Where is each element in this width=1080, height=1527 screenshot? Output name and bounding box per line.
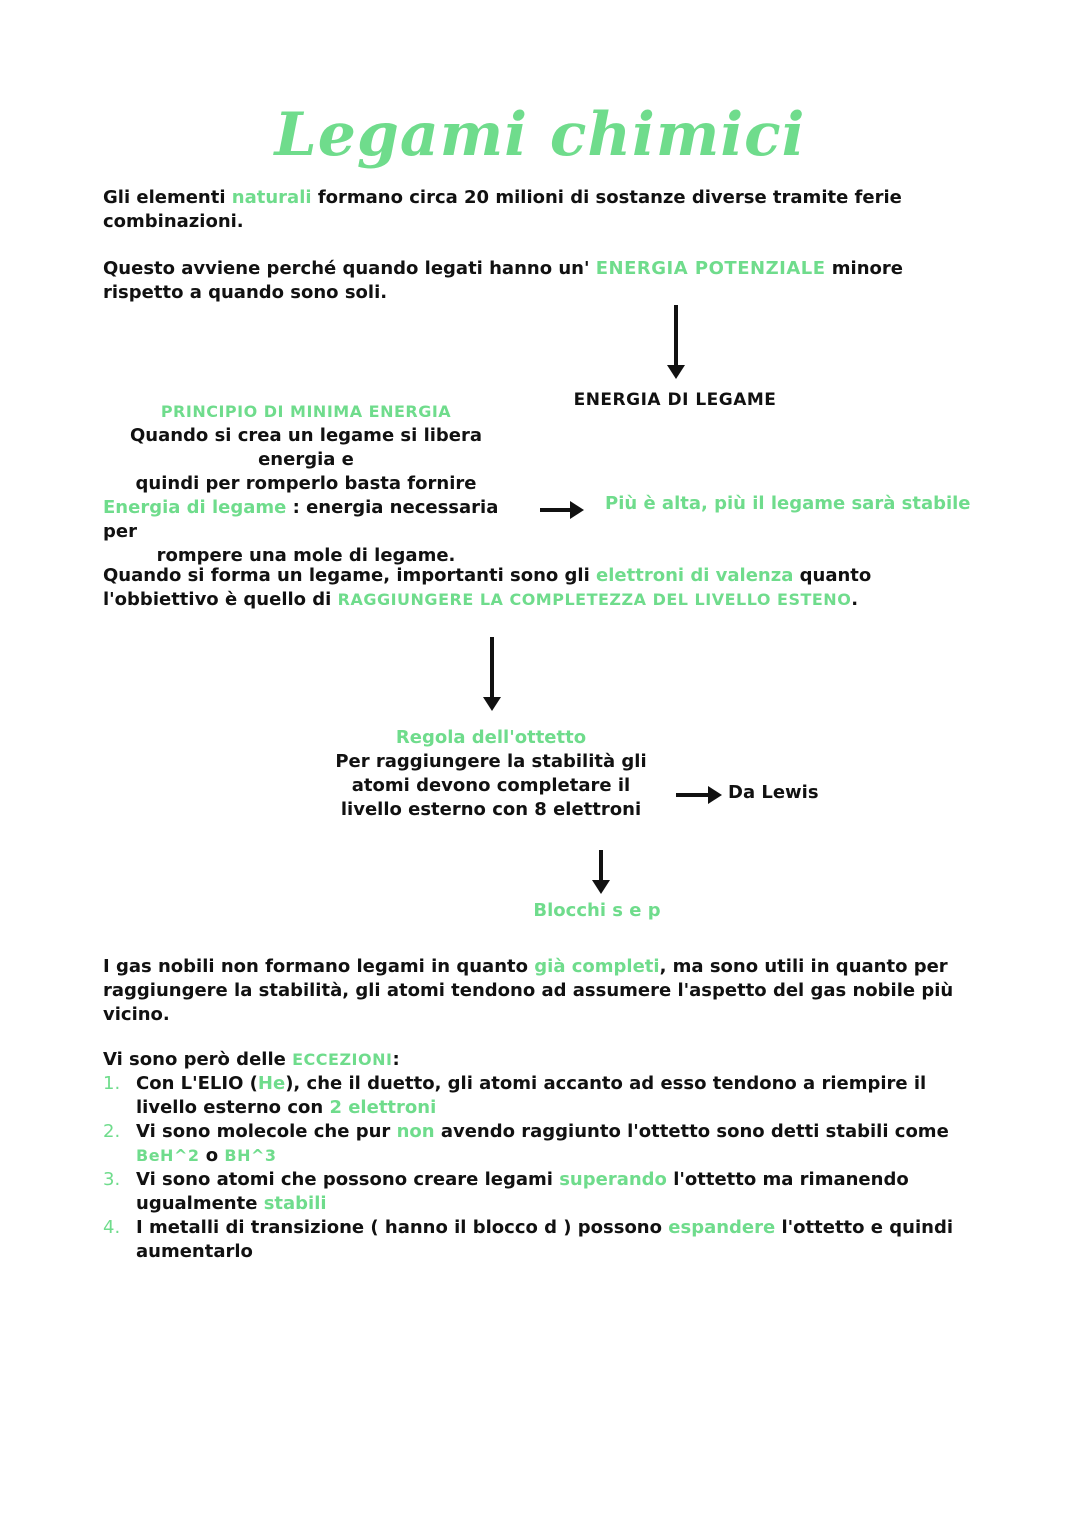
text: Vi sono molecole che pur (136, 1121, 397, 1142)
eccezioni-list (103, 1072, 983, 1264)
ottetto-heading: Regola dell'ottetto (395, 727, 587, 748)
highlight: stabili (263, 1193, 327, 1214)
energy-paragraph (103, 257, 983, 305)
highlight: ENERGIA POTENZIALE (595, 258, 826, 279)
text: Con L'ELIO ( (136, 1073, 258, 1094)
valenza-paragraph (103, 564, 983, 612)
arrow-down-icon (599, 850, 603, 882)
text: : energia necessaria per (103, 497, 499, 542)
highlight: RAGGIUNGERE LA COMPLETEZZA DEL LIVELLO ESTENO (337, 590, 852, 609)
list-number: 4. (103, 1217, 121, 1238)
highlight: già completi (534, 956, 660, 977)
highlight: non (396, 1121, 435, 1142)
arrow-right-icon (540, 508, 572, 512)
list-item (103, 1216, 983, 1264)
highlight: elettroni di valenza (596, 565, 794, 586)
principio-line (103, 496, 509, 544)
text: Vi sono però delle (103, 1049, 293, 1070)
ottetto-line: Per raggiungere la stabilità gli (335, 751, 647, 772)
text: , ma sono utili in quanto per raggiungere la stabilità, gli atomi tendono ad assumere l'aspetto del gas nobile più vicino. (103, 956, 954, 1025)
arrow-down-icon (490, 637, 494, 699)
list-number: 3. (103, 1169, 121, 1190)
principio-line: rompere una mole di legame. (156, 545, 456, 566)
text: o (199, 1145, 225, 1166)
highlight: superando (559, 1169, 667, 1190)
text: Questo avviene perché quando legati hanno un' (103, 258, 596, 279)
text: formano circa 20 milioni di sostanze diverse tramite ferie combinazioni. (103, 187, 902, 232)
highlight: BH^3 (224, 1146, 277, 1165)
blocchi-label: Blocchi s e p (533, 900, 661, 921)
list-item (103, 1120, 983, 1168)
text: quanto l'obbiettivo è quello di (103, 565, 872, 610)
principio-block (103, 400, 509, 568)
highlight: ECCEZIONI (292, 1050, 393, 1069)
highlight: Energia di legame (103, 497, 287, 518)
text: Gli elementi (103, 187, 232, 208)
text: ), che il duetto, gli atomi accanto ad esso tendono a riempire il livello esterno con (136, 1073, 927, 1118)
text: Quando si forma un legame, importanti sono gli (103, 565, 597, 586)
energia-legame-label: ENERGIA DI LEGAME (573, 390, 777, 410)
ottetto-line: livello esterno con 8 elettroni (340, 799, 642, 820)
page-title: Legami chimici (274, 100, 806, 170)
arrow-down-icon (674, 305, 678, 367)
principio-heading: PRINCIPIO DI MINIMA ENERGIA (160, 402, 452, 421)
text: I gas nobili non formano legami in quanto (103, 956, 535, 977)
highlight: espandere (668, 1217, 776, 1238)
gas-nobili-paragraph (103, 955, 983, 1027)
principio-line: Quando si crea un legame si libera energia e (129, 425, 483, 470)
text: . (851, 589, 859, 610)
highlight: naturali (231, 187, 312, 208)
text: : (392, 1049, 400, 1070)
principio-line: quindi per romperlo basta fornire (135, 473, 477, 494)
eccezioni-intro (103, 1048, 983, 1072)
highlight: He (257, 1073, 286, 1094)
list-number: 1. (103, 1073, 121, 1094)
intro-paragraph (103, 186, 983, 234)
text: avendo raggiunto l'ottetto sono detti stabili come (434, 1121, 949, 1142)
highlight: 2 elettroni (329, 1097, 437, 1118)
ottetto-block (333, 726, 649, 822)
stabile-note: Più è alta, più il legame sarà stabile (605, 493, 971, 514)
list-item (103, 1072, 983, 1120)
list-item (103, 1168, 983, 1216)
text: I metalli di transizione ( hanno il blocco d ) possono (136, 1217, 669, 1238)
list-number: 2. (103, 1121, 121, 1142)
arrow-right-icon (676, 793, 710, 797)
ottetto-line: atomi devono completare il (351, 775, 631, 796)
lewis-label: Da Lewis (728, 782, 819, 803)
text: minore rispetto a quando sono soli. (103, 258, 903, 303)
text: l'ottetto e quindi aumentarlo (136, 1217, 954, 1262)
highlight: BeH^2 (136, 1146, 200, 1165)
text: l'ottetto ma rimanendo ugualmente (136, 1169, 909, 1214)
text: Vi sono atomi che possono creare legami (136, 1169, 560, 1190)
